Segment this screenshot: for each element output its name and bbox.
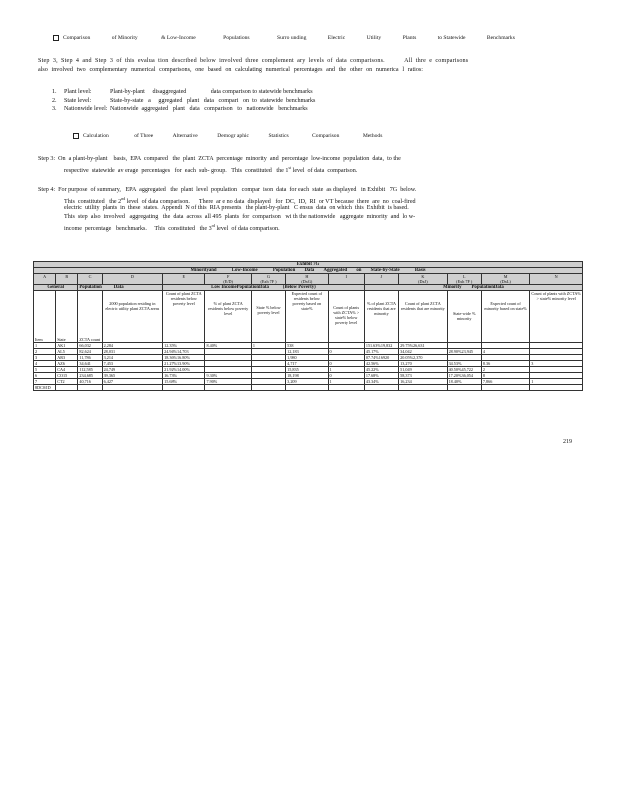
col-letter: E <box>163 274 205 285</box>
table-cell-f: 7.90% <box>205 379 251 385</box>
table-cell-c: 112,585 <box>78 367 102 373</box>
table-cell-e: 21.27%13.90% <box>163 361 205 367</box>
table-cell-i: 1 <box>328 379 364 385</box>
section-heading-calculation <box>73 132 382 141</box>
table-cell-j: 45.17% <box>364 349 398 355</box>
table-cell-i: 0 <box>328 361 364 367</box>
list-item <box>52 105 315 114</box>
table-cell-l <box>447 385 481 391</box>
exhibit-7g-table <box>33 261 583 391</box>
table-cell-g <box>251 385 285 391</box>
col-letter: J <box>364 274 398 285</box>
table-cell-d <box>102 385 163 391</box>
text-line: income percentage benchmarks. This constituted the 3 <box>64 226 212 233</box>
table-cell-g: 1 <box>251 343 285 349</box>
table-cell-m <box>481 385 529 391</box>
table-row <box>34 385 583 391</box>
col-letter: C <box>78 274 102 285</box>
subtitle-word: State-by-State <box>370 268 400 273</box>
heading-word: Benchmarks <box>486 35 515 41</box>
heading-word: to Statewide <box>437 35 466 41</box>
exhibit-title: Exhibit 7G <box>34 262 583 268</box>
col-letter: F (E/D) <box>205 274 251 285</box>
table-cell-h: 3,209 <box>286 379 328 385</box>
heading-word: & Low-Income <box>161 35 196 41</box>
table-cell-e <box>163 385 205 391</box>
heading-word: Populations <box>223 35 250 41</box>
subtitle-word: on <box>356 268 362 273</box>
table-cell-j: 151.63%19,832 <box>364 343 398 349</box>
list-text: State-by-state a ggregated plant data compari on to statewide benchmarks <box>110 97 316 104</box>
list-label: State level: <box>64 97 92 104</box>
heading-word: Plants <box>402 35 417 41</box>
col-head-plants-poverty: Count of plants with ZCTA% > state% below poverty level <box>328 291 364 343</box>
table-cell-j: 17.68% <box>364 373 398 379</box>
table-cell-h: 538 <box>286 343 328 349</box>
table-cell-h: 1,980 <box>286 355 328 361</box>
table-cell-item: 1 <box>34 343 56 349</box>
table-cell-d: 7,453 <box>102 361 163 367</box>
table-cell-i: 1 <box>328 367 364 373</box>
table-cell-state: CA4 <box>56 367 78 373</box>
table-cell-l: 18.40% <box>447 379 481 385</box>
table-cell-state: AL5 <box>56 349 78 355</box>
heading-word: Electric <box>327 35 346 41</box>
table-cell-n: 3 <box>530 361 583 367</box>
table-cell-m: 8.36 <box>481 361 529 367</box>
table-cell-c: 66,032 <box>78 343 102 349</box>
table-cell-h: 12,183 <box>286 349 328 355</box>
col-letter: L (Exh 7F ) <box>447 274 481 285</box>
subtitle-word: Aggregated <box>323 268 348 273</box>
col-head-state-poverty: State % below poverty level <box>251 291 285 343</box>
list-item <box>52 97 315 106</box>
table-cell-m: 8 <box>481 373 529 379</box>
intro-paragraph-line2: also involved two complementary numerical comparisons, one based on calculating numerical percentages and the other on numerica l ratios: <box>38 67 423 73</box>
table-cell-state: CT2 <box>56 379 78 385</box>
list-number: 2. <box>52 97 57 104</box>
col-head-minority-count: Count of plant ZCTA residents that are minority <box>399 291 447 343</box>
text-line: This constituted the 2 <box>64 199 122 206</box>
intro-paragraph-line1 <box>38 57 468 66</box>
step3-line2 <box>64 164 357 176</box>
heading-word: Demogr aphic <box>217 133 250 139</box>
table-cell-c: 34,641 <box>78 361 102 367</box>
table-cell-f: 9.30% <box>205 373 251 379</box>
levels-list <box>52 88 315 114</box>
table-cell-j <box>364 385 398 391</box>
square-bullet-icon <box>73 133 79 139</box>
table-cell-item: 4 <box>34 361 56 367</box>
table-cell-h <box>286 385 328 391</box>
table-cell-k: 29.75%26,631 <box>399 343 447 349</box>
text-line: respective statewide av erage percentages for each sub- group. This constituted the 1 <box>64 168 289 175</box>
table-cell-i: 0 <box>328 349 364 355</box>
table-cell-j: 45.22% <box>364 367 398 373</box>
table-cell-d: 24,749 <box>102 367 163 373</box>
table-cell-l: 17.20%36,054 <box>447 373 481 379</box>
table-cell-state <box>56 385 78 391</box>
col-head-plants-minority: Count of plants with ZCTA% > state% minority level <box>530 291 583 343</box>
table-cell-l: 28.90%23,945 <box>447 349 481 355</box>
list-item <box>52 88 315 97</box>
table-cell-e: 24.94%14,703 <box>163 349 205 355</box>
table-cell-c: 234,685 <box>78 373 102 379</box>
step4-line3: electric utility plants in these states. Appendi N of this RIA presents the plant-by-plant C ensus data on which this Exhibit is based. <box>64 205 409 211</box>
table-cell-m: 4 <box>481 349 529 355</box>
col-head-expected-minority: Expected count of minority based on state% <box>481 291 529 343</box>
table-cell-f <box>205 385 251 391</box>
table-cell-l: 40.50%45,722 <box>447 367 481 373</box>
list-text: Nationwide aggregated plant data comparison to nationwide benchmarks <box>110 106 308 112</box>
table-cell-n <box>530 385 583 391</box>
table-cell-d: 2,284 <box>102 343 163 349</box>
col-letter: H (DxG) <box>286 274 328 285</box>
section-heading-comparison <box>53 34 515 43</box>
col-head-lowincome-count: Count of plant ZCTA residents below poverty level <box>163 291 205 343</box>
heading-word: of Minority <box>111 35 138 41</box>
heading-word: Comparison <box>63 35 91 41</box>
subtitle-word: Population <box>272 268 296 273</box>
superscript: st <box>288 165 292 170</box>
heading-word: Comparison <box>312 133 340 139</box>
table-cell-k: 51,049 <box>399 367 447 373</box>
col-head-minority-pct: % of plant ZCTA residents that are minority <box>364 291 398 343</box>
subtitle-word: Low-Income <box>231 268 258 273</box>
subtitle-word: Basis <box>414 268 426 273</box>
col-head-state: State <box>56 291 78 343</box>
heading-word: Methods <box>362 133 383 139</box>
text-line: Step 3, Step 4 and Step 3 of this evalua tion described below involved three complement ary levels of data comparisons. <box>38 58 385 64</box>
table-cell-c: 82,624 <box>78 349 102 355</box>
table-cell-c: 40,716 <box>78 379 102 385</box>
col-letter: K (DxJ) <box>399 274 447 285</box>
table-cell-e: 16.73% <box>163 373 205 379</box>
table-cell-l: 34.53% <box>447 361 481 367</box>
col-head-zcta: ZCTA count <box>78 291 102 343</box>
col-head-item: Item <box>34 291 56 343</box>
group-general: General <box>34 285 78 291</box>
group-lowincome: Low IncomePopulationData (Below Poverty) <box>163 285 365 291</box>
table-cell-item: 8DC0/ID <box>34 385 56 391</box>
table-cell-k: 20.05%2,370 <box>399 355 447 361</box>
table-cell-state: AZ6 <box>56 361 78 367</box>
table-cell-h: 18,198 <box>286 373 328 379</box>
table-cell-k <box>399 385 447 391</box>
subtitle-word: Data <box>304 268 315 273</box>
group-header-row <box>34 285 583 291</box>
heading-word: Surro unding <box>277 35 307 41</box>
step4-line5 <box>64 222 280 234</box>
table-cell-m: 2 <box>481 367 529 373</box>
heading-word: Utility <box>366 35 382 41</box>
table-cell-d: 6,427 <box>102 379 163 385</box>
col-letter: I <box>328 274 364 285</box>
table-cell-item: 7 <box>34 379 56 385</box>
col-letter: B <box>56 274 78 285</box>
table-cell-k: 58,373 <box>399 373 447 379</box>
step4-line1: Step 4: For purpose of summary, EPA aggregated the plant level population compar ison data for each state as displayed in Exhibit 7G below. <box>38 187 417 193</box>
table-cell-item: 6 <box>34 373 56 379</box>
superscript: nd <box>121 196 126 201</box>
table-cell-state: AK1 <box>56 343 78 349</box>
list-number: 3. <box>52 106 57 112</box>
table-cell-e: 18.36%16.80% <box>163 355 205 361</box>
col-letter: A <box>34 274 56 285</box>
col-letter: G (Exh 7F ) <box>251 274 285 285</box>
table-cell-d: 28,031 <box>102 349 163 355</box>
square-bullet-icon <box>53 35 59 41</box>
col-head-state-minority: State-wide % minority <box>447 291 481 343</box>
table-cell-m: 7,866 <box>481 379 529 385</box>
table-cell-k: 16,234 <box>399 379 447 385</box>
table-cell-f: 8.40% <box>205 343 251 349</box>
list-text: Plant-by-plant disaggregated data comparison to statewide benchmarks <box>110 89 313 95</box>
table-cell-e: 21.92%14.00% <box>163 367 205 373</box>
table-cell-e: 15.68% <box>163 379 205 385</box>
table-cell-c <box>78 385 102 391</box>
table-cell-d: 39,365 <box>102 373 163 379</box>
heading-word: Statistics <box>268 133 289 139</box>
table-cell-h: 15,835 <box>286 367 328 373</box>
table-cell-j: 07.74%16920 <box>364 355 398 361</box>
step3-line1: Step 3: On a plant-by-plant basis, EPA compared the plant ZCTA percentage minority and percentage low-income population data, to the <box>38 156 401 162</box>
table-cell-j: 42.56% <box>364 361 398 367</box>
table-cell-k: 13,270 <box>399 361 447 367</box>
col-head-population: 2000 population residing in electric utility plant ZCTA areas <box>102 291 163 343</box>
col-letter: D <box>102 274 163 285</box>
subtitle-word: Minorityand <box>190 268 217 273</box>
page-number: 219 <box>563 439 572 445</box>
table-cell-e: 12.35% <box>163 343 205 349</box>
table-cell-j: 43.34% <box>364 379 398 385</box>
table-cell-state: AR3 <box>56 355 78 361</box>
list-number: 1. <box>52 89 57 95</box>
text-line: level of data comparison. There ar e no data displayed for DC, ID, RI or VT because there are no coal-fired <box>125 199 416 206</box>
col-letter: N <box>530 274 583 285</box>
col-letter: M (DxL) <box>481 274 529 285</box>
table-cell-n: 1 <box>530 379 583 385</box>
col-head-lowincome-pct: % of plant ZCTA residents below poverty level <box>205 291 251 343</box>
group-population: Population Data <box>78 285 163 291</box>
table-cell-item: 3 <box>34 355 56 361</box>
table-cell-i <box>328 385 364 391</box>
heading-word: of Three <box>134 133 154 139</box>
heading-word: Calculation <box>83 133 109 139</box>
table-cell-c: 11,786 <box>78 355 102 361</box>
text-line: level of data comparison. <box>214 226 280 233</box>
table-cell-k: 34,042 <box>399 349 447 355</box>
heading-word: Alternative <box>172 133 198 139</box>
list-label: Plant level: <box>64 89 92 95</box>
table-cell-state: CO15 <box>56 373 78 379</box>
column-description-row <box>34 291 583 343</box>
text-line: All thre e comparisons <box>404 58 469 64</box>
column-letter-row <box>34 274 583 285</box>
table-cell-item: 5 <box>34 367 56 373</box>
superscript: rd <box>211 223 215 228</box>
list-label: Nationwide level: <box>64 106 108 112</box>
group-minority: Minority PopulationData <box>364 285 582 291</box>
text-line: level of data comparison. <box>291 168 358 175</box>
step4-line4: This step also involved aggregating the data across all 495 plants for comparison wi th the nationwide aggregate minority and lo w- <box>64 214 416 220</box>
table-cell-i: 0 <box>328 373 364 379</box>
table-cell-item: 2 <box>34 349 56 355</box>
col-head-expected-poverty: Expected count of residents below poverty based on state% <box>286 291 328 343</box>
table-cell-d: 3,214 <box>102 355 163 361</box>
table-cell-h: 4,717 <box>286 361 328 367</box>
